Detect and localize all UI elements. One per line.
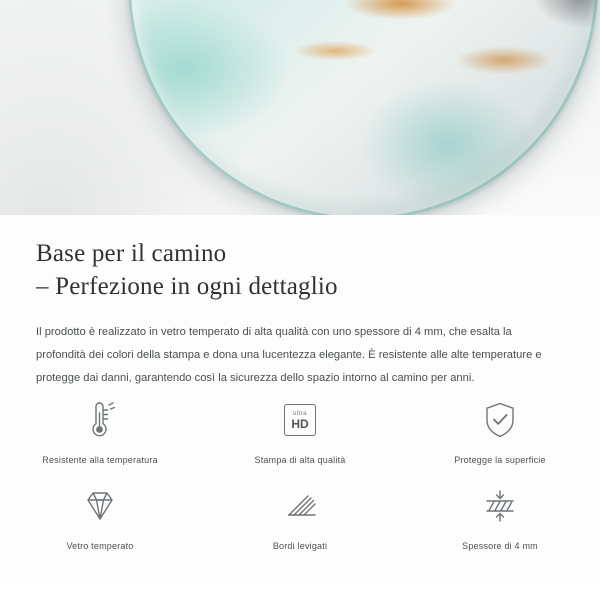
feature-item-polished-edges: [200, 479, 400, 551]
hero-product-image: [0, 0, 600, 215]
thermometer-icon: [73, 393, 127, 447]
polished-edges-icon: [273, 479, 327, 533]
text-content: [0, 215, 600, 390]
shield-check-icon: [473, 393, 527, 447]
round-glass-board: [128, 0, 598, 215]
page-title: [36, 237, 600, 303]
footer-spacer: [0, 578, 600, 600]
feature-item-thickness: [400, 479, 600, 551]
ultra-hd-top-text: ultra: [293, 410, 307, 417]
headline-line-2: – Perfezione in ogni dettaglio: [36, 273, 338, 300]
feature-label: Resistente alla temperatura: [42, 455, 158, 465]
headline-line-1: Base per il camino: [36, 240, 227, 267]
feature-list: [0, 393, 600, 565]
diamond-icon: [73, 479, 127, 533]
description-paragraph: Il prodotto è realizzato in vetro temperato di alta qualità con uno spessore di 4 mm, che esalta la profondità dei colori della stampa e dona una lucentezza elegante. È resistente alle alte temperature e protegge dai danni, garantendo così la sicurezza dello spazio intorno al camino per anni.: [36, 326, 542, 384]
ultra-hd-icon: [273, 393, 327, 447]
thickness-icon: [473, 479, 527, 533]
feature-label: Stampa di alta qualità: [254, 455, 346, 465]
feature-item-temperature: [0, 393, 200, 465]
feature-label: Spessore di 4 mm: [462, 541, 538, 551]
feature-item-surface-protection: [400, 393, 600, 465]
feature-item-tempered-glass: [0, 479, 200, 551]
feature-label: Protegge la superficie: [454, 455, 546, 465]
ultra-hd-bottom-text: HD: [291, 416, 309, 431]
feature-label: Bordi levigati: [272, 541, 328, 551]
feature-item-print-quality: [200, 393, 400, 465]
feature-label: Vetro temperato: [66, 541, 134, 551]
